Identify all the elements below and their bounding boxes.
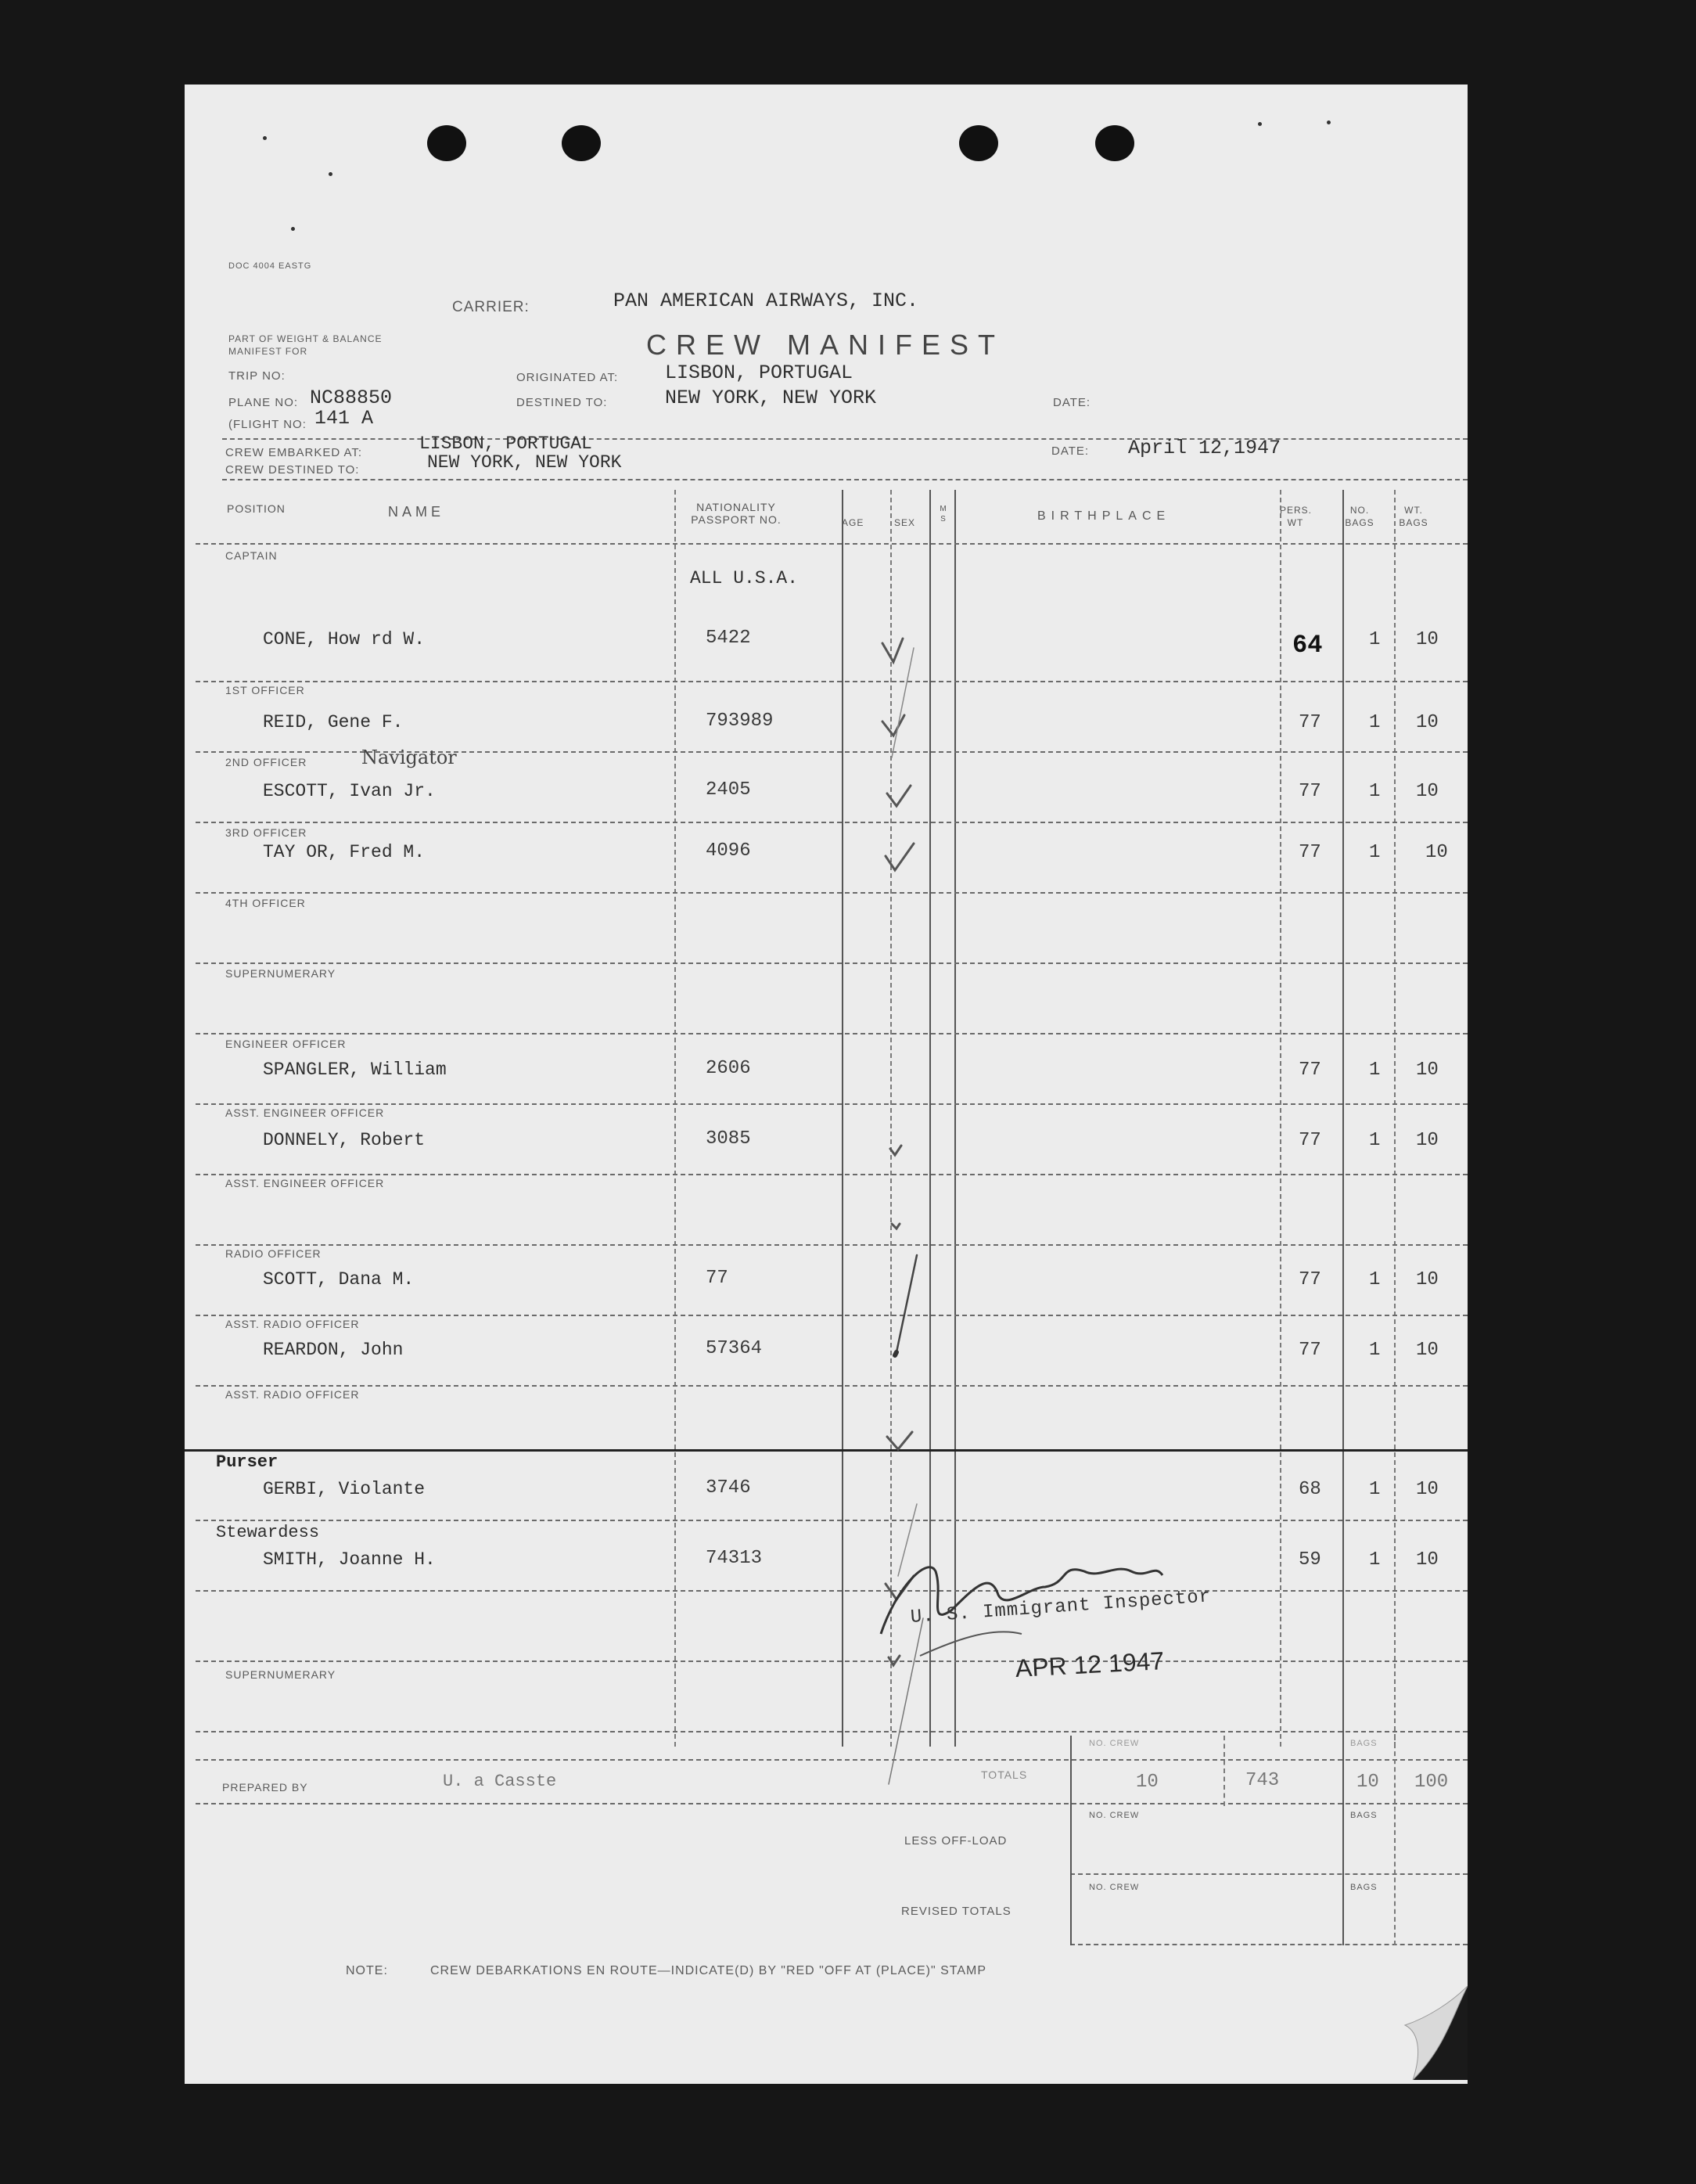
row-rule	[196, 1385, 1468, 1387]
totals-label: TOTALS	[981, 1768, 1028, 1781]
bags-label: BAGS	[1350, 1739, 1378, 1748]
speck	[1258, 122, 1262, 126]
col-pers-wt: WT	[1287, 517, 1304, 528]
totals-col	[1070, 1736, 1072, 1945]
col-pers-wt: PERS.	[1280, 505, 1313, 516]
row-rule-heavy	[185, 1449, 1468, 1452]
row-rule	[196, 1174, 1468, 1175]
row-no-bags: 1	[1369, 781, 1381, 802]
row-name: SPANGLER, William	[263, 1060, 447, 1080]
col-wt-bags: BAGS	[1399, 517, 1428, 528]
row-rule	[196, 1244, 1468, 1246]
col-sex: SEX	[894, 517, 916, 528]
part-of-label: PART OF WEIGHT & BALANCE	[228, 333, 383, 344]
total-bags: 10	[1356, 1772, 1379, 1793]
row-wt-bags: 10	[1416, 1340, 1439, 1361]
date-label: DATE:	[1053, 396, 1091, 409]
totals-col	[1394, 1736, 1396, 1945]
row-passport: 793989	[706, 711, 774, 732]
punch-hole	[427, 125, 466, 161]
row-rule	[196, 1731, 1468, 1732]
carrier-name: PAN AMERICAN AIRWAYS, INC.	[613, 290, 919, 312]
punch-hole	[1095, 125, 1134, 161]
revised-totals-label: REVISED TOTALS	[901, 1905, 1011, 1918]
note-label: NOTE:	[346, 1964, 388, 1977]
row-wt-bags: 10	[1416, 781, 1439, 802]
punch-hole	[959, 125, 998, 161]
row-rule	[196, 1315, 1468, 1316]
row-passport: 3085	[706, 1128, 751, 1150]
embarked-at: LISBON, PORTUGAL	[419, 434, 592, 454]
total-wt: 743	[1245, 1770, 1280, 1791]
row-passport: 3746	[706, 1477, 751, 1499]
speck	[291, 227, 295, 231]
divider	[222, 438, 1468, 440]
row-no-bags: 1	[1369, 1549, 1381, 1571]
crew-destined-label: CREW DESTINED TO:	[225, 463, 360, 477]
row-wt-bags: 10	[1425, 842, 1448, 863]
row-rule	[196, 1033, 1468, 1034]
row-wt-bags: 10	[1416, 1479, 1439, 1500]
trip-no-label: TRIP NO:	[228, 369, 286, 383]
row-rule	[196, 892, 1468, 894]
row-position: ENGINEER OFFICER	[225, 1038, 347, 1050]
col-no-bags: BAGS	[1345, 517, 1374, 528]
col-birthplace: BIRTHPLACE	[1037, 509, 1171, 523]
row-position: 3RD OFFICER	[225, 826, 307, 839]
row-passport: 4096	[706, 840, 751, 862]
no-crew-label: NO. CREW	[1089, 1739, 1140, 1748]
row-rule	[196, 1520, 1468, 1521]
row-no-bags: 1	[1369, 1479, 1381, 1500]
row-no-bags: 1	[1369, 629, 1381, 650]
col-ms: M S	[940, 505, 947, 524]
row-rule	[196, 822, 1468, 823]
row-position: ASST. ENGINEER OFFICER	[225, 1106, 385, 1119]
row-no-bags: 1	[1369, 1130, 1381, 1151]
row-position: CAPTAIN	[225, 549, 278, 562]
plane-no: NC88850	[310, 387, 393, 409]
row-note: Navigator	[361, 747, 457, 768]
col-wt-bags: WT.	[1404, 505, 1423, 516]
col-rule	[1394, 490, 1396, 1747]
row-position: 1ST OFFICER	[225, 684, 305, 696]
row-rule	[196, 1590, 1468, 1592]
row-position: Purser	[216, 1452, 278, 1472]
crew-destined-to: NEW YORK, NEW YORK	[427, 452, 622, 473]
row-name: CONE, How rd W.	[263, 629, 426, 649]
col-name: NAME	[388, 504, 445, 520]
col-no-bags: NO.	[1349, 505, 1370, 516]
row-passport: 57364	[706, 1338, 763, 1359]
row-wt-bags: 10	[1416, 712, 1439, 733]
row-position: RADIO OFFICER	[225, 1247, 322, 1260]
totals-col	[1223, 1736, 1225, 1806]
less-offload-label: LESS OFF-LOAD	[904, 1834, 1008, 1848]
row-wt-bags: 10	[1416, 1060, 1439, 1081]
row-rule	[196, 681, 1468, 682]
totals-col	[1342, 1736, 1344, 1945]
total-crew: 10	[1136, 1772, 1159, 1793]
row-wt-bags: 10	[1416, 1130, 1439, 1151]
flight-no: 141 A	[314, 407, 374, 430]
col-position: POSITION	[227, 502, 286, 515]
row-wt-bags: 10	[1416, 1269, 1439, 1290]
date2-label: DATE:	[1051, 444, 1090, 458]
punch-hole	[562, 125, 601, 161]
row-pers-wt: 77	[1299, 1340, 1321, 1361]
row-pers-wt: 77	[1299, 842, 1321, 863]
row-name: GERBI, Violante	[263, 1479, 426, 1499]
row-pers-wt: 59	[1299, 1549, 1321, 1571]
row-wt-bags: 10	[1416, 629, 1439, 650]
row-rule	[196, 1103, 1468, 1105]
row-position: Stewardess	[216, 1523, 320, 1542]
row-name: REID, Gene F.	[263, 712, 404, 732]
row-pers-wt: 77	[1299, 781, 1321, 802]
row-no-bags: 1	[1369, 1340, 1381, 1361]
originated-label: ORIGINATED AT:	[516, 371, 619, 384]
inspector-stamp-date: APR 12 1947	[1015, 1646, 1166, 1682]
inspector-signature-text	[912, 1556, 1081, 1583]
totals-rule	[196, 1803, 1468, 1804]
row-position: SUPERNUMERARY	[225, 1668, 336, 1681]
row-pers-wt: 77	[1299, 1269, 1321, 1290]
row-rule	[196, 1660, 1468, 1662]
manifest-sheet	[185, 85, 1468, 2084]
destined-label: DESTINED TO:	[516, 396, 608, 409]
page-title: CREW MANIFEST	[646, 329, 1004, 361]
col-rule	[674, 490, 676, 1747]
row-position: 2ND OFFICER	[225, 756, 307, 768]
destined-to: NEW YORK, NEW YORK	[665, 387, 877, 409]
totals-rule	[1070, 1873, 1468, 1875]
bags-label: BAGS	[1350, 1883, 1378, 1892]
row-no-bags: 1	[1369, 712, 1381, 733]
row-name: REARDON, John	[263, 1340, 404, 1360]
row-name: DONNELY, Robert	[263, 1130, 426, 1150]
row-position: 4TH OFFICER	[225, 897, 306, 909]
originated-at: LISBON, PORTUGAL	[665, 362, 853, 384]
row-passport: 77	[706, 1268, 728, 1289]
flight-no-label: (FLIGHT NO:	[228, 418, 307, 431]
prepared-by: U. a Casste	[443, 1772, 557, 1791]
row-no-bags: 1	[1369, 1269, 1381, 1290]
row-wt-bags: 10	[1416, 1549, 1439, 1571]
row-passport: 2405	[706, 779, 751, 801]
row-name: TAY OR, Fred M.	[263, 842, 426, 862]
row-no-bags: 1	[1369, 842, 1381, 863]
row-position: SUPERNUMERARY	[225, 967, 336, 980]
total-wt-bags: 100	[1414, 1772, 1449, 1793]
carrier-label: CARRIER:	[452, 299, 530, 315]
row-passport: 5422	[706, 628, 751, 649]
page-curl	[1397, 1986, 1468, 2080]
col-rule	[1280, 490, 1281, 1747]
row-no-bags: 1	[1369, 1060, 1381, 1081]
row-pers-wt: 68	[1299, 1479, 1321, 1500]
row-passport: 2606	[706, 1058, 751, 1079]
date-value: April 12,1947	[1128, 437, 1281, 459]
row-pers-wt: 77	[1299, 1060, 1321, 1081]
row-name: SCOTT, Dana M.	[263, 1269, 415, 1290]
col-passport: PASSPORT NO.	[691, 513, 782, 526]
row-position: ASST. ENGINEER OFFICER	[225, 1177, 385, 1189]
no-crew-label: NO. CREW	[1089, 1883, 1140, 1892]
col-age: AGE	[842, 517, 864, 528]
plane-no-label: PLANE NO:	[228, 396, 299, 409]
totals-rule	[1070, 1944, 1468, 1945]
row-name: SMITH, Joanne H.	[263, 1549, 436, 1570]
row-name: ESCOTT, Ivan Jr.	[263, 781, 436, 801]
totals-rule	[196, 1759, 1468, 1761]
speck	[329, 172, 332, 176]
speck	[263, 136, 267, 140]
row-rule	[196, 543, 1468, 545]
form-code: DOC 4004 EASTG	[228, 261, 312, 271]
row-position: ASST. RADIO OFFICER	[225, 1318, 360, 1330]
nationality-note: ALL U.S.A.	[690, 568, 799, 588]
part-of-label: MANIFEST FOR	[228, 346, 308, 357]
col-rule	[1342, 490, 1344, 1747]
row-pers-wt: 77	[1299, 1130, 1321, 1151]
row-pers-wt: 64	[1292, 631, 1323, 660]
col-nationality: NATIONALITY	[696, 501, 776, 513]
bags-label: BAGS	[1350, 1811, 1378, 1820]
row-rule	[196, 962, 1468, 964]
note-text: CREW DEBARKATIONS EN ROUTE—INDICATE(D) BY "RED "OFF AT (PLACE)" STAMP	[430, 1964, 986, 1977]
prepared-label: PREPARED BY	[222, 1781, 308, 1794]
no-crew-label: NO. CREW	[1089, 1811, 1140, 1820]
row-pers-wt: 77	[1299, 712, 1321, 733]
row-passport: 74313	[706, 1548, 763, 1569]
divider	[222, 479, 1468, 480]
embarked-label: CREW EMBARKED AT:	[225, 446, 363, 459]
inspector-title: U. S. Immigrant Inspector	[910, 1586, 1213, 1628]
row-position: ASST. RADIO OFFICER	[225, 1388, 360, 1401]
speck	[1327, 121, 1331, 124]
